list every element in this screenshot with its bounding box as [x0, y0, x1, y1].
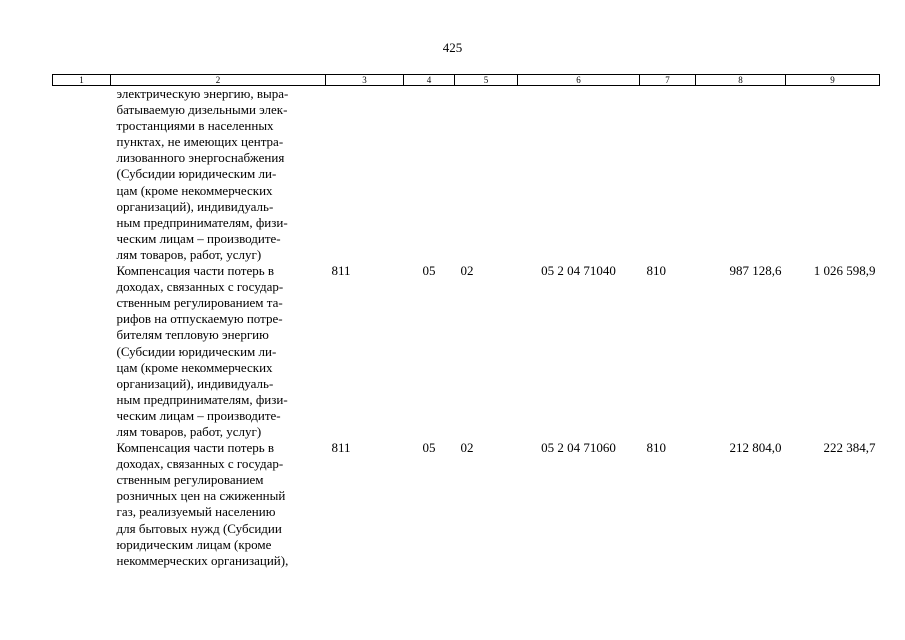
- subsection-code-cell: 02: [460, 440, 474, 456]
- row-description: электрическую энергию, выра- батываемую дизельными элек- тростанциями в населенных пунктах, не имеющих центра- лизованного энергоснабжения (Субсидии юридическим ли- цам (кроме некоммерческих организаций), индивидуаль- ным предпринимателям, физи- ческим лицам – производите- лям товаров, работ, услуг): [116, 86, 289, 262]
- amount-year-1-cell: 212 804,0: [729, 440, 782, 456]
- column-header-3: 3: [326, 75, 404, 86]
- subsection-code-cell: 02: [460, 263, 474, 279]
- column-header-5: 5: [455, 75, 518, 86]
- row-number-cell: [53, 263, 111, 440]
- budget-table: [52, 74, 880, 569]
- amount-year-1-cell: 987 128,6: [729, 263, 782, 279]
- section-code-cell: 05: [422, 440, 436, 456]
- ministry-code-cell: [326, 86, 404, 264]
- amount-year-2-cell: 1 026 598,9: [813, 263, 876, 279]
- column-header-2: 2: [111, 75, 326, 86]
- page-number: 425: [442, 40, 463, 55]
- expense-type-cell: [640, 86, 696, 264]
- section-code-cell: 05: [422, 263, 436, 279]
- column-header-7: 7: [640, 75, 696, 86]
- ministry-code-cell: 811: [331, 440, 351, 456]
- section-code-cell: [404, 86, 455, 264]
- target-article-cell: [518, 86, 640, 264]
- subsection-code-cell: [455, 86, 518, 264]
- row-description: Компенсация части потерь в доходах, связанных с государ- ственным регулированием розничных цен на сжиженный газ, реализуемый населению для бытовых нужд (Субсидии юридическим лицам (кроме некоммерческих организаций),: [116, 440, 289, 568]
- table-row: [53, 86, 880, 264]
- amount-year-1-cell: [696, 86, 786, 264]
- column-header-6: 6: [518, 75, 640, 86]
- expense-type-cell: 810: [646, 263, 666, 279]
- column-header-9: 9: [786, 75, 880, 86]
- expense-type-cell: 810: [646, 440, 666, 456]
- amount-year-2-cell: 222 384,7: [823, 440, 876, 456]
- table-row: [53, 440, 880, 569]
- row-number-cell: [53, 86, 111, 264]
- column-header-8: 8: [696, 75, 786, 86]
- column-number-header-row: [53, 75, 880, 86]
- amount-year-2-cell: [786, 86, 880, 264]
- table-row: [53, 263, 880, 440]
- ministry-code-cell: 811: [331, 263, 351, 279]
- target-article-cell: 05 2 04 71040: [541, 263, 616, 279]
- column-header-4: 4: [404, 75, 455, 86]
- row-description: Компенсация части потерь в доходах, связанных с государ- ственным регулированием та- рифов на отпускаемую потре- бителям тепловую энергию (Субсидии юридическим ли- цам (кроме некоммерческих организаций), индивидуаль- ным предпринимателям, физи- ческим лицам – производите- лям товаров, работ, услуг): [116, 263, 288, 439]
- column-header-1: 1: [53, 75, 111, 86]
- target-article-cell: 05 2 04 71060: [541, 440, 616, 456]
- row-number-cell: [53, 440, 111, 569]
